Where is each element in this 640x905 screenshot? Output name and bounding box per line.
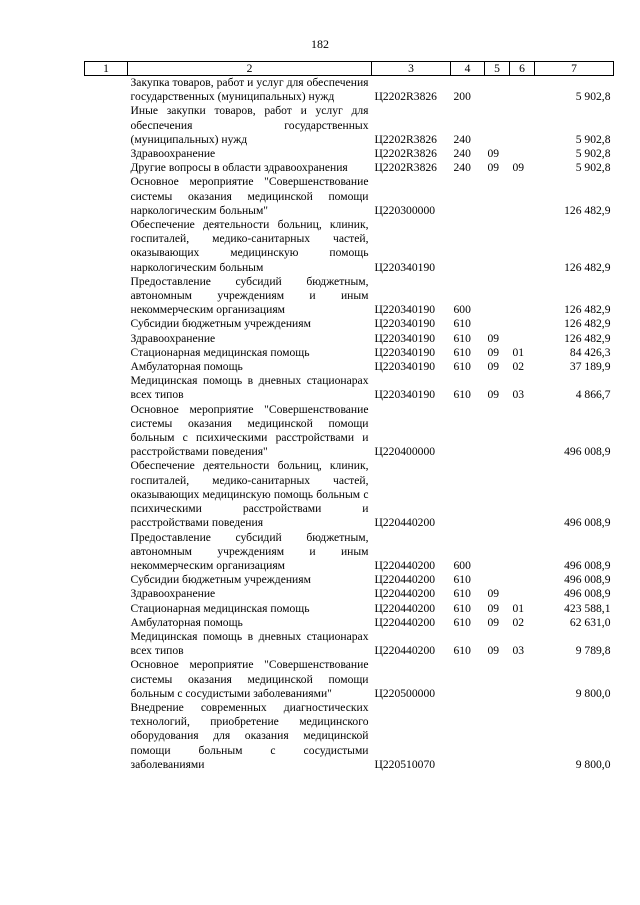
- table-row: [85, 587, 614, 601]
- table-header: [85, 62, 614, 76]
- row-name: Здравоохранение: [130, 587, 216, 601]
- empty-cell: [85, 317, 128, 331]
- row-subsection: [510, 701, 535, 772]
- table-row: [85, 332, 614, 346]
- row-amount: 84 426,3: [569, 345, 611, 359]
- table-body: [85, 76, 614, 772]
- row-target-code: Ц220440200: [374, 601, 436, 615]
- row-expense-type: [451, 701, 485, 772]
- row-section: [485, 175, 510, 218]
- row-expense-type: 610: [453, 345, 471, 359]
- row-subsection: [510, 587, 535, 601]
- row-expense-type: 610: [453, 573, 471, 587]
- column-number: 3: [372, 62, 451, 76]
- row-amount: 126 482,9: [564, 331, 611, 345]
- table-row: [85, 104, 614, 147]
- row-name: Субсидии бюджетным учреждениям: [130, 317, 311, 331]
- row-subsection: 03: [512, 644, 525, 658]
- empty-cell: [85, 658, 128, 701]
- row-subsection: [510, 175, 535, 218]
- row-section: 09: [487, 644, 500, 658]
- row-section: 09: [487, 331, 500, 345]
- row-amount: 126 482,9: [564, 203, 611, 217]
- row-section: [485, 76, 510, 105]
- row-target-code: Ц220500000: [374, 686, 436, 700]
- row-section: [485, 573, 510, 587]
- empty-cell: [85, 602, 128, 616]
- empty-cell: [85, 374, 128, 402]
- row-name: Основное мероприятие "Совершенствование системы оказания медицинской помощи больным с сосудистыми заболеваниями": [130, 658, 369, 700]
- row-subsection: [510, 147, 535, 161]
- column-number-row: [85, 62, 614, 76]
- empty-cell: [85, 573, 128, 587]
- row-expense-type: [451, 403, 485, 460]
- row-section: [485, 459, 510, 530]
- row-amount: 62 631,0: [569, 615, 611, 629]
- table-row: [85, 76, 614, 105]
- table-row: [85, 147, 614, 161]
- table-row: [85, 346, 614, 360]
- row-expense-type: 240: [453, 147, 471, 161]
- row-amount: 9 800,0: [575, 686, 611, 700]
- row-section: 09: [487, 161, 500, 175]
- row-section: 09: [487, 345, 500, 359]
- row-section: 09: [487, 587, 500, 601]
- row-section: [485, 275, 510, 318]
- row-amount: 37 189,9: [569, 360, 611, 374]
- row-target-code: Ц220440200: [374, 644, 436, 658]
- row-subsection: 01: [512, 345, 525, 359]
- row-expense-type: 200: [453, 90, 471, 104]
- row-expense-type: 610: [453, 388, 471, 402]
- row-name: Здравоохранение: [130, 147, 216, 161]
- row-expense-type: 610: [453, 317, 471, 331]
- column-number: 1: [85, 62, 128, 76]
- table-row: [85, 374, 614, 402]
- row-subsection: [510, 573, 535, 587]
- row-subsection: [510, 104, 535, 147]
- table-row: [85, 701, 614, 772]
- row-name: Амбулаторная помощь: [130, 360, 243, 374]
- row-section: [485, 218, 510, 275]
- row-section: [485, 701, 510, 772]
- row-subsection: 01: [512, 601, 525, 615]
- column-number: 5: [485, 62, 510, 76]
- row-target-code: Ц220340190: [374, 360, 436, 374]
- row-amount: 9 800,0: [575, 757, 611, 771]
- column-number: 4: [451, 62, 485, 76]
- row-subsection: [510, 403, 535, 460]
- row-amount: 423 588,1: [564, 601, 611, 615]
- table-row: [85, 175, 614, 218]
- table-row: [85, 658, 614, 701]
- table-row: [85, 275, 614, 318]
- row-section: 09: [487, 388, 500, 402]
- row-expense-type: 240: [453, 161, 471, 175]
- row-name: Медицинская помощь в дневных стационарах всех типов: [130, 629, 369, 658]
- row-subsection: 09: [512, 161, 525, 175]
- row-expense-type: 610: [453, 644, 471, 658]
- empty-cell: [85, 346, 128, 360]
- row-amount: 126 482,9: [564, 260, 611, 274]
- empty-cell: [85, 147, 128, 161]
- row-section: 09: [487, 147, 500, 161]
- row-name: Здравоохранение: [130, 331, 216, 345]
- row-name: Обеспечение деятельности больниц, клиник, госпиталей, медико-санитарных частей, оказывающих медицинскую помощь наркологическим больным: [130, 218, 369, 274]
- empty-cell: [85, 104, 128, 147]
- empty-cell: [85, 175, 128, 218]
- empty-cell: [85, 76, 128, 105]
- row-amount: 5 902,8: [575, 147, 611, 161]
- row-expense-type: 610: [453, 601, 471, 615]
- column-number: 7: [535, 62, 614, 76]
- row-target-code: Ц2202R3826: [374, 132, 437, 146]
- table-row: [85, 616, 614, 630]
- row-expense-type: 610: [453, 331, 471, 345]
- row-subsection: [510, 275, 535, 318]
- row-subsection: [510, 459, 535, 530]
- row-subsection: 02: [512, 615, 525, 629]
- row-target-code: Ц220440200: [374, 615, 436, 629]
- row-expense-type: [451, 218, 485, 275]
- table-row: [85, 459, 614, 530]
- row-amount: 496 008,9: [564, 587, 611, 601]
- table-row: [85, 161, 614, 175]
- table-row: [85, 531, 614, 574]
- row-target-code: Ц2202R3826: [374, 90, 437, 104]
- column-number: 6: [510, 62, 535, 76]
- row-section: 09: [487, 601, 500, 615]
- row-target-code: Ц220340190: [374, 345, 436, 359]
- table-row: [85, 573, 614, 587]
- row-amount: 496 008,9: [564, 516, 611, 530]
- row-target-code: Ц220400000: [374, 445, 436, 459]
- row-target-code: Ц220440200: [374, 573, 436, 587]
- row-name: Стационарная медицинская помощь: [130, 345, 310, 359]
- row-target-code: Ц220340190: [374, 388, 436, 402]
- empty-cell: [85, 701, 128, 772]
- table-row: [85, 630, 614, 658]
- row-subsection: [510, 76, 535, 105]
- column-number: 2: [128, 62, 372, 76]
- row-amount: 496 008,9: [564, 558, 611, 572]
- row-name: Предоставление субсидий бюджетным, автономным учреждениям и иным некоммерческим организациям: [130, 530, 369, 572]
- row-name: Субсидии бюджетным учреждениям: [130, 573, 311, 587]
- row-target-code: Ц220340190: [374, 303, 436, 317]
- row-section: 09: [487, 615, 500, 629]
- row-name: Другие вопросы в области здравоохранения: [130, 161, 348, 175]
- row-expense-type: 610: [453, 360, 471, 374]
- row-name: Внедрение современных диагностических технологий, приобретение медицинского оборудования для оказания медицинской помощи больным с сосудистыми заболеваниями: [130, 700, 369, 771]
- empty-cell: [85, 616, 128, 630]
- row-section: [485, 104, 510, 147]
- row-name: Основное мероприятие "Совершенствование системы оказания медицинской помощи наркологическим больным": [130, 175, 369, 217]
- empty-cell: [85, 587, 128, 601]
- row-target-code: Ц220510070: [374, 757, 436, 771]
- page-number: 182: [311, 37, 329, 51]
- table-row: [85, 317, 614, 331]
- row-subsection: [510, 218, 535, 275]
- row-target-code: Ц220440200: [374, 587, 436, 601]
- row-name: Медицинская помощь в дневных стационарах всех типов: [130, 374, 369, 402]
- row-expense-type: 600: [453, 558, 471, 572]
- row-amount: 5 902,8: [575, 161, 611, 175]
- row-target-code: Ц220440200: [374, 558, 436, 572]
- row-subsection: [510, 531, 535, 574]
- row-amount: 126 482,9: [564, 303, 611, 317]
- row-amount: 5 902,8: [575, 132, 611, 146]
- row-expense-type: [451, 175, 485, 218]
- row-section: [485, 658, 510, 701]
- row-expense-type: 610: [453, 615, 471, 629]
- empty-cell: [85, 403, 128, 460]
- row-expense-type: [451, 459, 485, 530]
- row-section: 09: [487, 360, 500, 374]
- empty-cell: [85, 630, 128, 658]
- row-name: Иные закупки товаров, работ и услуг для обеспечения государственных (муниципальных) нужд: [130, 104, 369, 146]
- row-target-code: Ц220300000: [374, 203, 436, 217]
- row-name: Предоставление субсидий бюджетным, автономным учреждениям и иным некоммерческим организациям: [130, 274, 369, 317]
- row-target-code: Ц220340190: [374, 331, 436, 345]
- row-subsection: [510, 332, 535, 346]
- row-subsection: [510, 317, 535, 331]
- row-target-code: Ц220440200: [374, 516, 436, 530]
- table-row: [85, 403, 614, 460]
- row-expense-type: 610: [453, 587, 471, 601]
- row-amount: 126 482,9: [564, 317, 611, 331]
- row-target-code: Ц220340190: [374, 317, 436, 331]
- table-row: [85, 218, 614, 275]
- row-section: [485, 403, 510, 460]
- row-subsection: [510, 658, 535, 701]
- row-name: Основное мероприятие "Совершенствование системы оказания медицинской помощи больным с психическими расстройствами и расстройствами поведения": [130, 402, 369, 459]
- row-name: Обеспечение деятельности больниц, клиник, госпиталей, медико-санитарных частей, оказывающих медицинскую помощь больным с психическими расстройствами и расстройствами поведения: [130, 459, 369, 530]
- row-expense-type: 240: [453, 132, 471, 146]
- empty-cell: [85, 161, 128, 175]
- row-subsection: 02: [512, 360, 525, 374]
- row-name: Стационарная медицинская помощь: [130, 601, 310, 615]
- empty-cell: [85, 275, 128, 318]
- row-subsection: 03: [512, 388, 525, 402]
- empty-cell: [85, 531, 128, 574]
- empty-cell: [85, 332, 128, 346]
- row-target-code: Ц2202R3826: [374, 161, 437, 175]
- row-expense-type: [451, 658, 485, 701]
- empty-cell: [85, 360, 128, 374]
- row-name: Амбулаторная помощь: [130, 615, 243, 629]
- row-name: Закупка товаров, работ и услуг для обеспечения государственных (муниципальных) нужд: [130, 76, 369, 104]
- table-row: [85, 602, 614, 616]
- row-amount: 496 008,9: [564, 445, 611, 459]
- budget-table: [84, 61, 614, 772]
- table-row: [85, 360, 614, 374]
- row-target-code: Ц220340190: [374, 260, 436, 274]
- row-expense-type: 600: [453, 303, 471, 317]
- row-amount: 5 902,8: [575, 90, 611, 104]
- empty-cell: [85, 218, 128, 275]
- row-target-code: Ц2202R3826: [374, 147, 437, 161]
- row-amount: 496 008,9: [564, 573, 611, 587]
- row-amount: 4 866,7: [575, 388, 611, 402]
- empty-cell: [85, 459, 128, 530]
- row-section: [485, 531, 510, 574]
- row-amount: 9 789,8: [575, 644, 611, 658]
- row-section: [485, 317, 510, 331]
